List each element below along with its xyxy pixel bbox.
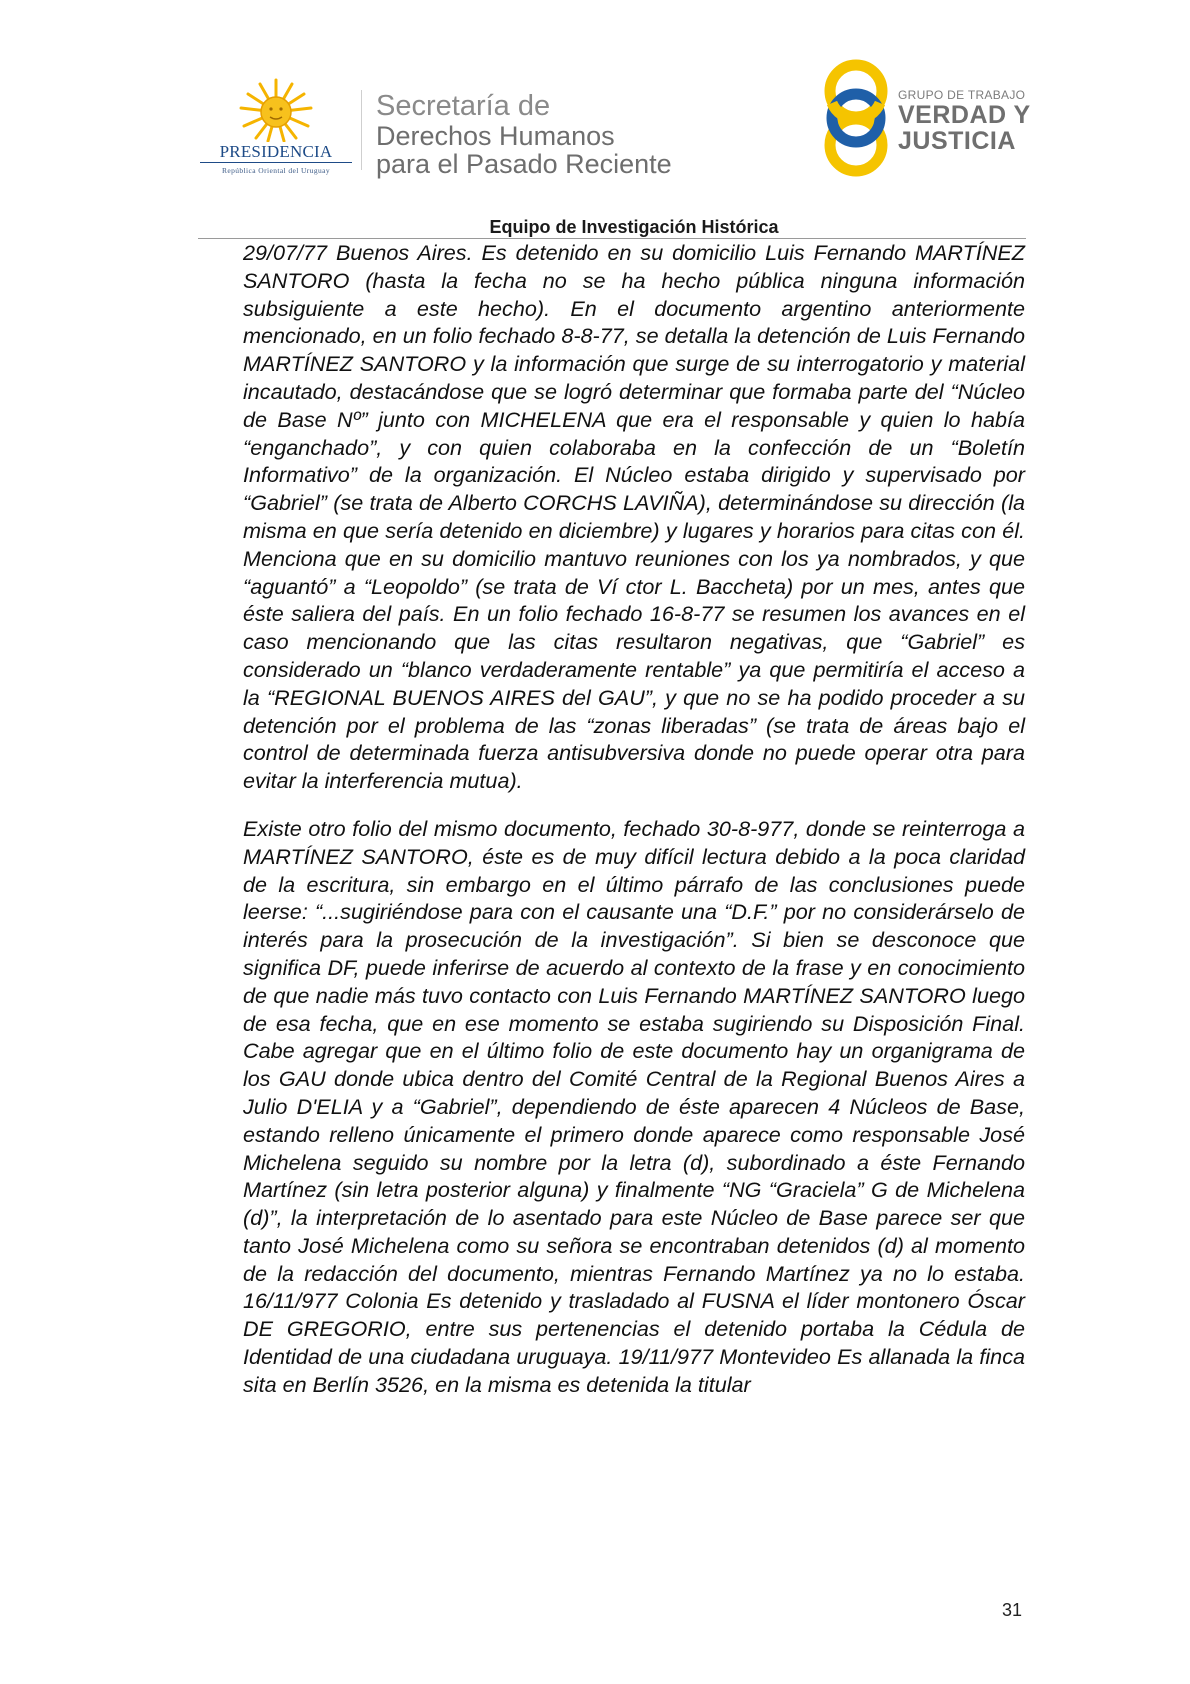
presidencia-rule bbox=[200, 162, 352, 163]
verdad-y-label: VERDAD Y bbox=[898, 101, 1031, 129]
secretaria-line-1: Secretaría de bbox=[376, 90, 551, 122]
secretaria-wordmark bbox=[376, 90, 672, 178]
letterhead-divider bbox=[361, 90, 362, 170]
body-paragraph: 29/07/77 Buenos Aires. Es detenido en su domicilio Luis Fernando MARTÍNEZ SANTORO (hasta la fecha no se ha hecho pública ninguna información subsiguiente a este hecho). En el documento argentino anteriormente mencionado, en un folio fechado 8-8-77, se detalla la detención de Luis Fernando MARTÍNEZ SANTORO y la información que surge de su interrogatorio y material incautado, destacándose que se logró determinar que formaba parte del “Núcleo de Base Nº” junto con MICHELENA que era el responsable y quien lo había “enganchado”, y con quien colaboraba en la confección de un “Boletín Informativo” de la organización. El Núcleo estaba dirigido y supervisado por “Gabriel” (se trata de Alberto CORCHS LAVIÑA), determinándose su dirección (la misma en que sería detenido en diciembre) y lugares y horarios para citas con él. Menciona que en su domicilio mantuvo reuniones con los ya nombrados, y que “aguantó” a “Leopoldo” (se trata de Ví ctor L. Baccheta) por un mes, antes que éste saliera del país. En un folio fechado 16-8-77 se resumen los avances en el caso mencionando que las citas resultaron negativas, que “Gabriel” es considerado un “blanco verdaderamente rentable” ya que permitiría el acceso a la “REGIONAL BUENOS AIRES del GAU”, y que no se ha podido proceder a su detención por el problema de las “zonas liberadas” (se trata de áreas bajo el control de determinada fuerza antisubversiva donde no puede operar otra para evitar la interferencia mutua). bbox=[243, 240, 1025, 794]
body-paragraph: Existe otro folio del mismo documento, fechado 30-8-977, donde se reinterroga a MARTÍNEZ SANTORO, éste es de muy difícil lectura debido a la poca claridad de la escritura, sin embargo en el último párrafo de las conclusiones puede leerse: “...sugiriéndose para con el causante una “D.F.” por no considerárselo de interés para la prosecución de la investigación”. Si bien se desconoce que significa DF, puede inferirse de acuerdo al contexto de la frase y en conocimiento de que nadie más tuvo contacto con Luis Fernando MARTÍNEZ SANTORO luego de esa fecha, que en ese momento se estaba sugiriendo su Disposición Final. Cabe agregar que en el último folio de este documento hay un organigrama de los GAU donde ubica dentro del Comité Central de la Regional Buenos Aires a Julio D'ELIA y a “Gabriel”, dependiendo de éste aparecen 4 Núcleos de Base, estando relleno únicamente el primero donde aparece como responsable José Michelena seguido su nombre por la letra (d), subordinado a éste Fernando Martínez (sin letra posterior alguna) y finalmente “NG “Graciela” G de Michelena (d)”, la interpretación de lo asentado para este Núcleo de Base parece ser que tanto José Michelena como su señora se encontraban detenidos (d) al momento de la redacción del documento, mientras Fernando Martínez ya no lo estaba. 16/11/977 Colonia Es detenido y trasladado al FUSNA el líder montonero Óscar DE GREGORIO, entre sus pertenencias el detenido portaba la Cédula de Identidad de una ciudadana uruguaya. 19/11/977 Montevideo Es allanada la finca sita en Berlín 3526, en la misma es detenida la titular bbox=[243, 815, 1025, 1397]
document-header-title: Equipo de Investigación Histórica bbox=[489, 217, 779, 237]
justicia-label: JUSTICIA bbox=[898, 127, 1016, 155]
secretaria-line-3: para el Pasado Reciente bbox=[376, 149, 672, 179]
document-body bbox=[243, 239, 1025, 1399]
verdad-justicia-logo bbox=[818, 55, 1038, 185]
secretaria-line-2: Derechos Humanos bbox=[376, 121, 615, 151]
page-number: 31 bbox=[1002, 1600, 1023, 1620]
interlocked-rings-icon bbox=[818, 55, 898, 185]
presidencia-logo bbox=[196, 78, 356, 178]
sun-emblem-icon bbox=[238, 78, 314, 142]
presidencia-name: PRESIDENCIA bbox=[219, 142, 333, 161]
grupo-trabajo-label: GRUPO DE TRABAJO bbox=[898, 88, 1026, 102]
presidencia-subtitle: República Oriental del Uruguay bbox=[221, 166, 330, 175]
